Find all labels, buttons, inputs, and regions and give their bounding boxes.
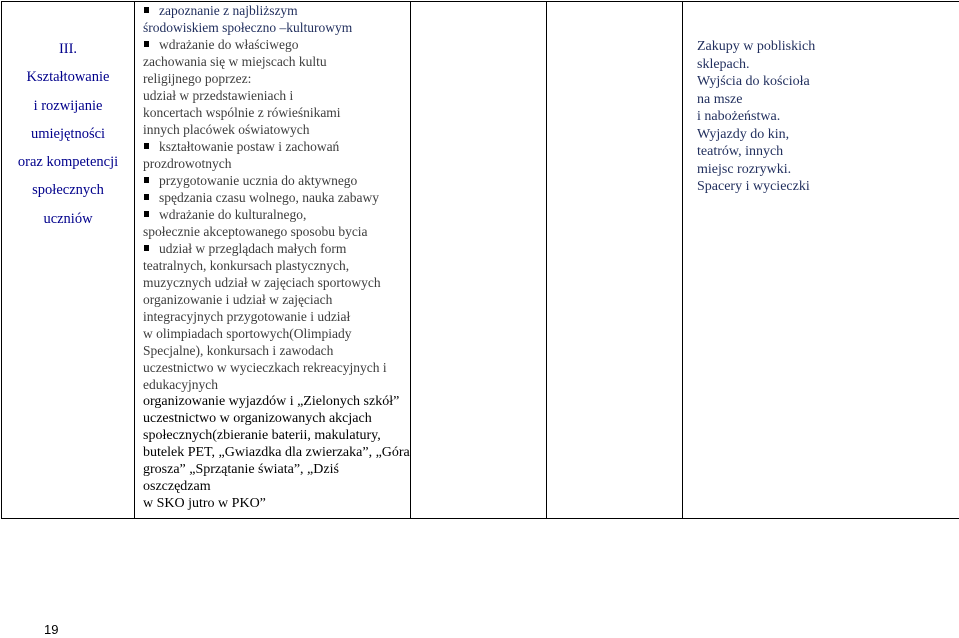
list-item-text: grosza” „Sprzątanie świata”, „Dziś oszczędzam xyxy=(143,462,339,494)
list-item-text: spędzania czasu wolnego, nauka zabawy xyxy=(143,189,410,206)
page-number: 19 xyxy=(44,622,59,637)
bullet-list-item: zapoznanie z najbliższym xyxy=(143,2,410,19)
content-cell xyxy=(135,2,411,519)
activities-line: sklepach. xyxy=(697,56,750,72)
activities-line: Zakupy w pobliskich xyxy=(697,39,816,54)
list-item-text: w olimpiadach sportowych(Olimpiady xyxy=(143,326,352,341)
bullet-list-item: udział w przeglądach małych form xyxy=(143,240,410,257)
list-item-text: Specjalne), konkursach i zawodach xyxy=(143,343,334,358)
list-item-text: teatralnych, konkursach plastycznych, xyxy=(143,258,350,273)
section-title-line: umiejętności xyxy=(30,125,106,142)
list-item-text: uczestnictwo w organizowanych akcjach xyxy=(143,411,372,426)
list-item-text: integracyjnych przygotowanie i udział xyxy=(143,309,351,324)
section-title-line: oraz kompetencji xyxy=(17,154,119,171)
activities-cell xyxy=(683,2,959,519)
section-heading-cell xyxy=(2,2,135,519)
section-title-line: uczniów xyxy=(43,210,93,227)
list-item-text: udział w przedstawieniach i xyxy=(143,88,294,103)
activities-line: Wyjścia do kościoła xyxy=(697,74,810,89)
list-item-text: społecznych(zbieranie baterii, makulatury, xyxy=(143,428,381,443)
list-item-text: butelek PET, „Gwiazdka dla zwierzaka”, „Góra xyxy=(143,445,410,460)
table-row xyxy=(2,2,959,519)
list-item-text: edukacyjnych xyxy=(143,377,218,392)
empty-cell xyxy=(547,2,683,519)
empty-cell xyxy=(411,2,547,519)
section-number: III. xyxy=(58,41,78,57)
activities-line: na msze xyxy=(697,91,743,107)
list-item-text: zachowania się w miejscach kultu xyxy=(143,54,327,69)
activities-line: teatrów, innych xyxy=(697,144,784,159)
bullet-list-item: przygotowanie ucznia do aktywnego xyxy=(143,172,410,189)
content-list xyxy=(135,2,410,512)
program-table xyxy=(1,1,959,519)
list-item-text: uczestnictwo w wycieczkach rekreacyjnych i xyxy=(143,360,387,375)
bullet-list-item: wdrażanie do właściwego xyxy=(143,36,410,53)
list-item-text: koncertach wspólnie z rówieśnikami xyxy=(143,105,341,120)
activities-line: miejsc rozrywki. xyxy=(697,161,792,177)
list-item-text: muzycznych udział w zajęciach sportowych xyxy=(143,275,381,290)
section-title-line: społecznych xyxy=(32,182,104,199)
list-item-text: organizowanie wyjazdów i „Zielonych szkół” xyxy=(143,394,400,409)
bullet-list-item: kształtowanie postaw i zachowań xyxy=(143,138,410,155)
list-item-text: prozdrowotnych xyxy=(143,156,232,171)
section-title-line: Kształtowanie xyxy=(26,69,110,86)
list-item-text: środowiskiem społeczno –kulturowym xyxy=(143,20,353,35)
section-title-line: i rozwijanie xyxy=(33,97,103,114)
list-item-text: religijnego poprzez: xyxy=(143,71,252,86)
bullet-list-item: wdrażanie do kulturalnego, xyxy=(143,206,410,223)
list-item-text: społecznie akceptowanego sposobu bycia xyxy=(143,224,368,239)
activities-line: Wyjazdy do kin, xyxy=(697,126,790,142)
activities-line: i nabożeństwa. xyxy=(697,109,781,124)
activities-line: Spacery i wycieczki xyxy=(697,179,810,194)
list-item-text: w SKO jutro w PKO” xyxy=(143,496,266,511)
list-item-text: organizowanie i udział w zajęciach xyxy=(143,292,333,307)
list-item-text: innych placówek oświatowych xyxy=(143,122,310,137)
